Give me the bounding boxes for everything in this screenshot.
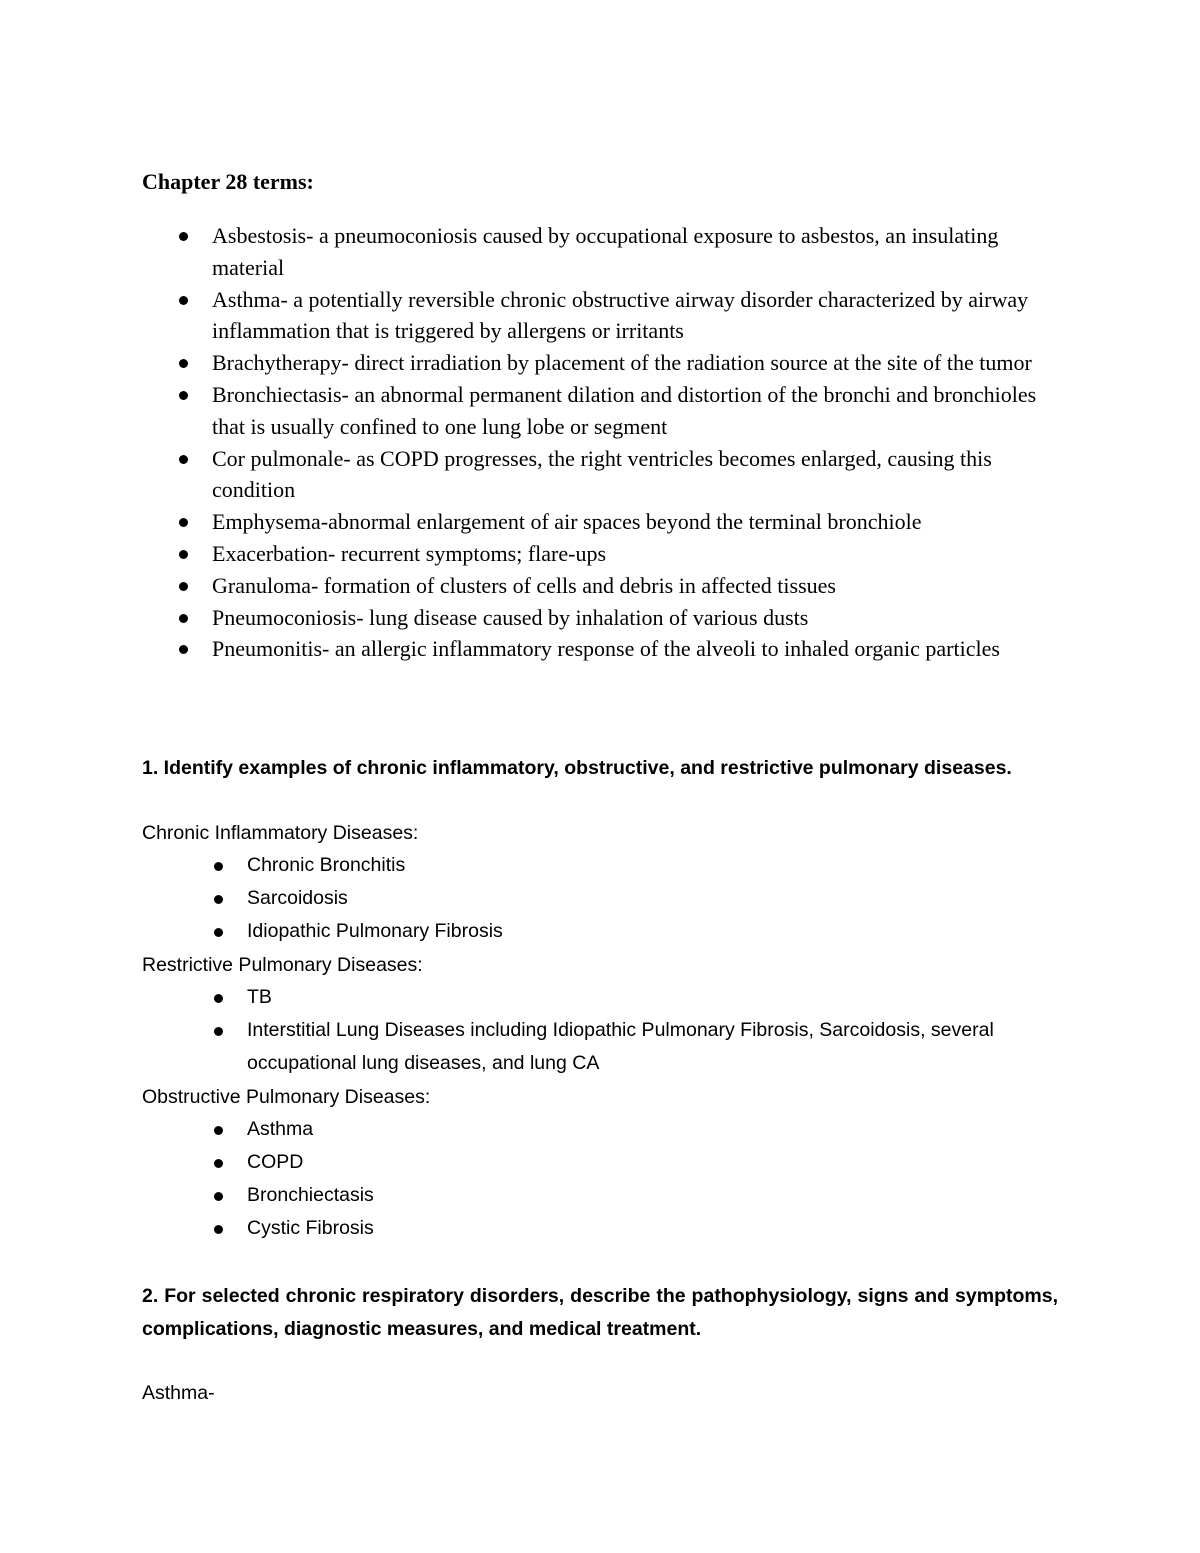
bullet-icon [214, 928, 223, 937]
bullet-icon [214, 1225, 223, 1234]
list-item-text: Asthma [247, 1118, 314, 1140]
bullet-icon [179, 582, 188, 591]
term-text: Asbestosis- a pneumoconiosis caused by occupational exposure to asbestos, an insulating material [212, 223, 999, 280]
list-item-text: Interstitial Lung Diseases including Idiopathic Pulmonary Fibrosis, Sarcoidosis, several occupational lung diseases, and lung CA [247, 1019, 994, 1074]
term-item [142, 506, 1062, 538]
bullet-icon [214, 994, 223, 1003]
term-text: Asthma- a potentially reversible chronic obstructive airway disorder characterized by airway inflammation that is triggered by allergens or irritants [212, 286, 1029, 344]
bullet-icon [179, 296, 188, 305]
term-item [142, 570, 1062, 602]
bullet-icon [214, 1159, 223, 1168]
bullet-icon [214, 1126, 223, 1135]
list-item [142, 915, 1072, 948]
bullet-icon [179, 645, 188, 654]
category-list-obstructive [142, 1113, 1072, 1245]
term-item [142, 347, 1062, 379]
bullet-icon [179, 359, 188, 368]
bullet-icon [214, 862, 223, 871]
term-text: Pneumonitis- an allergic inflammatory response of the alveoli to inhaled organic particles [212, 636, 1000, 662]
term-text: Bronchiectasis- an abnormal permanent dilation and distortion of the bronchi and bronchioles that is usually confined to one lung lobe or segment [212, 381, 1037, 439]
question-1-heading: 1. Identify examples of chronic inflammatory, obstructive, and restrictive pulmonary diseases. [142, 757, 1012, 779]
category-label-inflammatory: Chronic Inflammatory Diseases: [142, 822, 419, 844]
bullet-icon [179, 455, 188, 464]
list-item [142, 1113, 1072, 1146]
term-item [142, 284, 1062, 348]
list-item [142, 1146, 1072, 1179]
question-2-heading: 2. For selected chronic respiratory disorders, describe the pathophysiology, signs and symptoms, complications, diagnostic measures, and medical treatment. [142, 1285, 1058, 1340]
term-text: Pneumoconiosis- lung disease caused by inhalation of various dusts [212, 604, 809, 630]
asthma-section-label: Asthma- [142, 1382, 215, 1404]
list-item [142, 981, 1072, 1014]
list-item-text: Cystic Fibrosis [247, 1217, 374, 1239]
list-item-text: Sarcoidosis [247, 887, 348, 909]
bullet-icon [214, 895, 223, 904]
list-item [142, 1212, 1072, 1245]
terms-list [142, 220, 1062, 665]
term-text: Exacerbation- recurrent symptoms; flare-ups [212, 540, 607, 566]
term-item [142, 379, 1062, 443]
term-item [142, 602, 1062, 634]
term-item [142, 633, 1062, 665]
category-label-restrictive: Restrictive Pulmonary Diseases: [142, 954, 423, 976]
list-item [142, 849, 1072, 882]
term-text: Emphysema-abnormal enlargement of air spaces beyond the terminal bronchiole [212, 509, 922, 535]
term-item [142, 220, 1062, 284]
list-item-text: Bronchiectasis [247, 1184, 374, 1206]
list-item [142, 882, 1072, 915]
term-item [142, 538, 1062, 570]
list-item [142, 1014, 1072, 1080]
list-item-text: Chronic Bronchitis [247, 854, 406, 876]
chapter-heading: Chapter 28 terms: [142, 169, 314, 194]
list-item-text: Idiopathic Pulmonary Fibrosis [247, 920, 503, 942]
bullet-icon [214, 1027, 223, 1036]
term-item [142, 443, 1062, 507]
list-item [142, 1179, 1072, 1212]
term-text: Brachytherapy- direct irradiation by placement of the radiation source at the site of the tumor [212, 350, 1032, 376]
term-text: Granuloma- formation of clusters of cells and debris in affected tissues [212, 572, 836, 598]
bullet-icon [179, 232, 188, 241]
list-item-text: TB [247, 986, 272, 1008]
bullet-icon [179, 614, 188, 623]
category-list-restrictive [142, 981, 1072, 1080]
term-text: Cor pulmonale- as COPD progresses, the right ventricles becomes enlarged, causing this condition [212, 445, 992, 503]
list-item-text: COPD [247, 1151, 304, 1173]
category-list-inflammatory [142, 849, 1072, 948]
category-label-obstructive: Obstructive Pulmonary Diseases: [142, 1086, 431, 1108]
bullet-icon [179, 391, 188, 400]
bullet-icon [179, 518, 188, 527]
bullet-icon [179, 550, 188, 559]
bullet-icon [214, 1192, 223, 1201]
